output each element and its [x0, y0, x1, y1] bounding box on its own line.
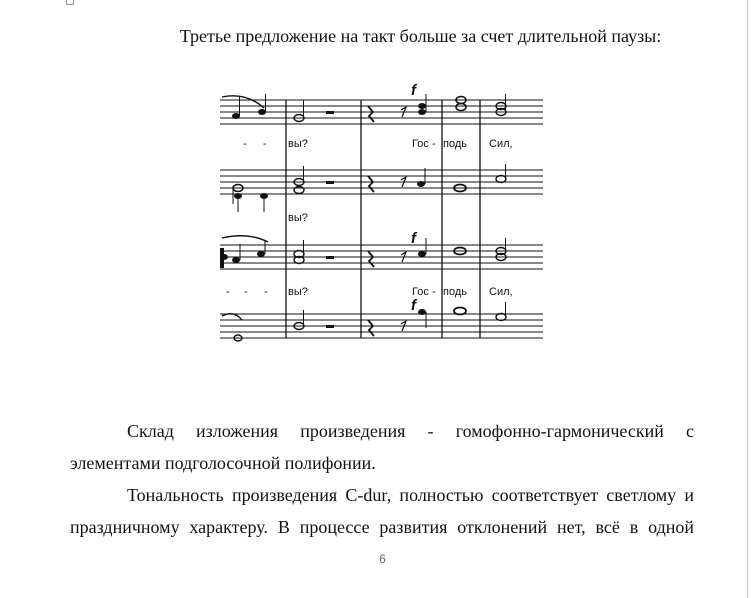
lyric-1-1: -: [243, 138, 247, 150]
dynamic-forte-1: f: [411, 82, 416, 99]
page-edge-rule: [747, 0, 748, 598]
lyric-1-3: вы?: [288, 138, 308, 150]
music-score-excerpt: [218, 80, 548, 342]
measure-4-notes: [454, 97, 466, 315]
measure-3-notes: [368, 94, 426, 336]
measure-1-notes: [220, 94, 268, 341]
staff-lines: [220, 100, 543, 338]
paragraph-1-line-2: элементами подголосочной полифонии.: [70, 453, 376, 473]
lyric-1-7: Сил,: [489, 138, 513, 150]
paragraph-2-line-2: праздничному характеру. В процессе развития отклонений нет, всё в одной: [70, 517, 694, 537]
lyric-3-1: -: [226, 286, 230, 298]
lyric-1-2: -: [263, 138, 267, 150]
lyric-1-6: подь: [443, 138, 467, 150]
page-heading-line: Третье предложение на такт больше за счет длительной паузы:: [179, 26, 662, 46]
dynamic-forte-2: f: [411, 230, 416, 247]
dynamic-forte-3: f: [411, 297, 416, 314]
lyric-2-1: вы?: [288, 212, 308, 224]
barlines: [286, 100, 480, 338]
paragraph-2-line-1: Тональность произведения C-dur, полностью соответствует светлому и: [127, 485, 694, 505]
lyric-3-2: -: [244, 286, 248, 298]
text-boundary-corner-mark: [66, 0, 74, 5]
lyric-3-7: подь: [443, 286, 467, 298]
lyric-3-5: Гос: [412, 286, 429, 298]
lyric-1-5: -: [432, 138, 436, 150]
paragraph-1-line-1: Склад изложения произведения - гомофонно-гармонический с: [127, 421, 694, 441]
lyric-3-3: -: [264, 286, 268, 298]
lyric-3-8: Сил,: [489, 286, 513, 298]
lyric-3-6: -: [432, 286, 436, 298]
page-number: 6: [379, 552, 386, 566]
lyric-3-4: вы?: [288, 286, 308, 298]
lyric-1-4: Гос: [412, 138, 429, 150]
